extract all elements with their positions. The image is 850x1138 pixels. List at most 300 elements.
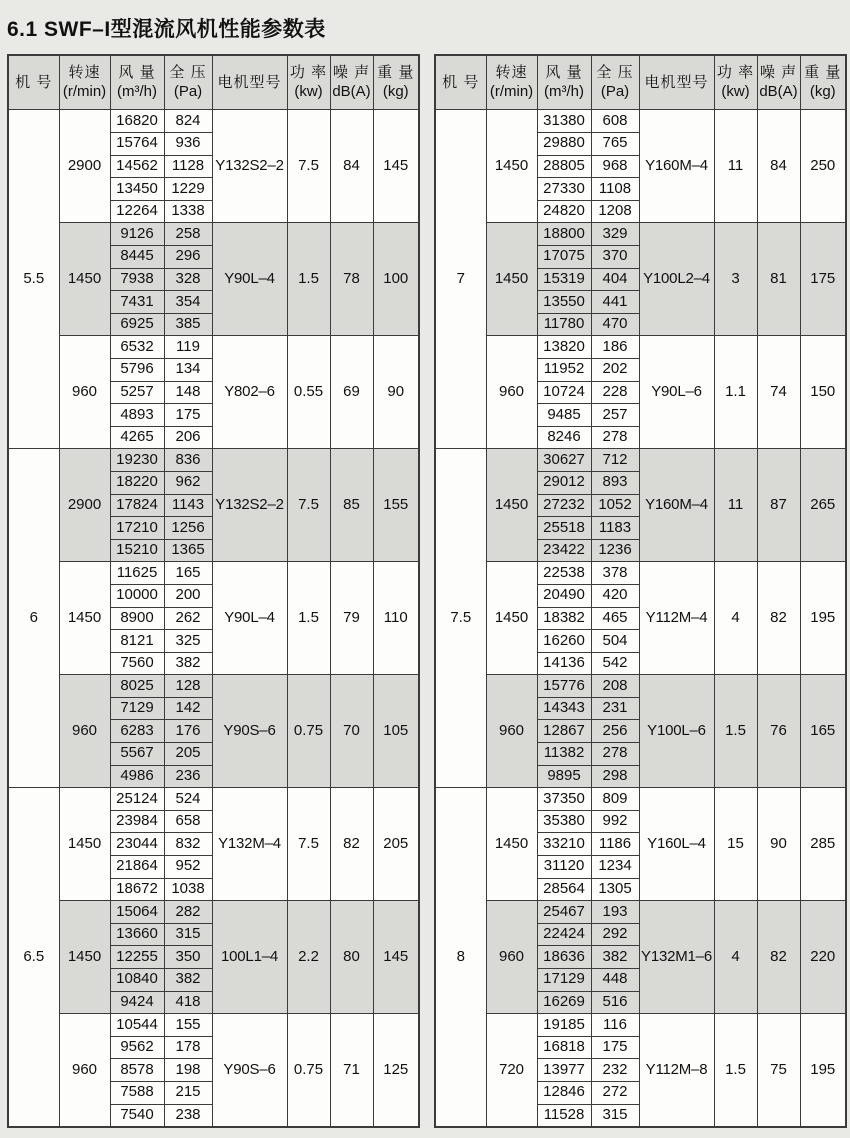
flow-cell: 18636: [537, 946, 591, 969]
header-label: 重 量: [804, 64, 842, 82]
pressure-cell: 418: [164, 991, 212, 1014]
data-row: [8, 223, 419, 246]
motor-cell: Y90L–4: [212, 562, 287, 675]
header-unit: (kw): [294, 82, 323, 100]
pressure-cell: 952: [164, 856, 212, 879]
flow-cell: 8900: [110, 607, 164, 630]
data-row: [435, 901, 846, 924]
flow-cell: 23044: [110, 833, 164, 856]
noise-cell: 84: [330, 110, 373, 223]
weight-cell: 265: [800, 449, 846, 562]
header-cell: [800, 55, 846, 110]
pressure-cell: 175: [164, 404, 212, 427]
header-label: 电机型号: [644, 73, 709, 91]
pressure-cell: 1338: [164, 200, 212, 223]
header-cell: [164, 55, 212, 110]
header-row: [435, 55, 846, 110]
pressure-cell: 385: [164, 313, 212, 336]
flow-cell: 11528: [537, 1104, 591, 1127]
flow-cell: 9126: [110, 223, 164, 246]
flow-cell: 11382: [537, 743, 591, 766]
flow-cell: 35380: [537, 810, 591, 833]
pressure-cell: 236: [164, 765, 212, 788]
header-cell: [486, 55, 537, 110]
flow-cell: 6925: [110, 313, 164, 336]
motor-cell: Y112M–4: [639, 562, 714, 675]
flow-cell: 16818: [537, 1036, 591, 1059]
flow-cell: 10544: [110, 1014, 164, 1037]
speed-cell: 1450: [486, 788, 537, 901]
power-cell: 15: [714, 788, 757, 901]
flow-cell: 11625: [110, 562, 164, 585]
flow-cell: 7938: [110, 268, 164, 291]
pressure-cell: 193: [591, 901, 639, 924]
header-cell: [8, 55, 59, 110]
flow-cell: 28805: [537, 155, 591, 178]
data-row: [8, 675, 419, 698]
weight-cell: 145: [373, 901, 419, 1014]
pressure-cell: 1365: [164, 539, 212, 562]
noise-cell: 75: [757, 1014, 800, 1127]
pressure-cell: 1143: [164, 494, 212, 517]
speed-cell: 720: [486, 1014, 537, 1127]
pressure-cell: 516: [591, 991, 639, 1014]
pressure-cell: 292: [591, 923, 639, 946]
data-row: [435, 449, 846, 472]
pressure-cell: 1305: [591, 878, 639, 901]
noise-cell: 79: [330, 562, 373, 675]
speed-cell: 1450: [486, 110, 537, 223]
pressure-cell: 1208: [591, 200, 639, 223]
pressure-cell: 256: [591, 720, 639, 743]
pressure-cell: 206: [164, 426, 212, 449]
noise-cell: 81: [757, 223, 800, 336]
pressure-cell: 315: [164, 923, 212, 946]
flow-cell: 14562: [110, 155, 164, 178]
pressure-cell: 262: [164, 607, 212, 630]
flow-cell: 4986: [110, 765, 164, 788]
flow-cell: 20490: [537, 584, 591, 607]
flow-cell: 11780: [537, 313, 591, 336]
flow-cell: 5257: [110, 381, 164, 404]
pressure-cell: 1183: [591, 517, 639, 540]
data-row: [435, 336, 846, 359]
pressure-cell: 524: [164, 788, 212, 811]
pressure-cell: 1256: [164, 517, 212, 540]
weight-cell: 90: [373, 336, 419, 449]
power-cell: 4: [714, 562, 757, 675]
speed-cell: 1450: [59, 562, 110, 675]
flow-cell: 15210: [110, 539, 164, 562]
motor-cell: Y90L–6: [639, 336, 714, 449]
data-row: [8, 901, 419, 924]
flow-cell: 24820: [537, 200, 591, 223]
data-row: [435, 110, 846, 133]
speed-cell: 1450: [486, 223, 537, 336]
flow-cell: 22538: [537, 562, 591, 585]
power-cell: 1.5: [714, 675, 757, 788]
flow-cell: 33210: [537, 833, 591, 856]
machine-cell: 5.5: [8, 110, 59, 449]
weight-cell: 165: [800, 675, 846, 788]
header-cell: [714, 55, 757, 110]
flow-cell: 28564: [537, 878, 591, 901]
pressure-cell: 992: [591, 810, 639, 833]
speed-cell: 960: [59, 675, 110, 788]
weight-cell: 220: [800, 901, 846, 1014]
noise-cell: 84: [757, 110, 800, 223]
header-cell: [537, 55, 591, 110]
pressure-cell: 382: [164, 969, 212, 992]
flow-cell: 5796: [110, 358, 164, 381]
motor-cell: Y160L–4: [639, 788, 714, 901]
header-cell: [212, 55, 287, 110]
header-unit: dB(A): [332, 82, 371, 100]
data-row: [8, 336, 419, 359]
performance-table-left: [7, 54, 420, 1127]
flow-cell: 5567: [110, 743, 164, 766]
motor-cell: 100L1–4: [212, 901, 287, 1014]
noise-cell: 78: [330, 223, 373, 336]
flow-cell: 15764: [110, 133, 164, 156]
flow-cell: 7540: [110, 1104, 164, 1127]
flow-cell: 13550: [537, 291, 591, 314]
flow-cell: 25518: [537, 517, 591, 540]
motor-cell: Y90L–4: [212, 223, 287, 336]
pressure-cell: 202: [591, 358, 639, 381]
flow-cell: 9424: [110, 991, 164, 1014]
pressure-cell: 608: [591, 110, 639, 133]
motor-cell: Y112M–8: [639, 1014, 714, 1127]
header-unit: (m³/h): [117, 82, 157, 100]
noise-cell: 74: [757, 336, 800, 449]
flow-cell: 13660: [110, 923, 164, 946]
pressure-cell: 809: [591, 788, 639, 811]
flow-cell: 7588: [110, 1081, 164, 1104]
speed-cell: 960: [59, 1014, 110, 1127]
weight-cell: 125: [373, 1014, 419, 1127]
pressure-cell: 1052: [591, 494, 639, 517]
pressure-cell: 765: [591, 133, 639, 156]
weight-cell: 150: [800, 336, 846, 449]
pressure-cell: 370: [591, 246, 639, 269]
noise-cell: 69: [330, 336, 373, 449]
flow-cell: 16820: [110, 110, 164, 133]
pressure-cell: 329: [591, 223, 639, 246]
pressure-cell: 257: [591, 404, 639, 427]
weight-cell: 205: [373, 788, 419, 901]
pressure-cell: 382: [164, 652, 212, 675]
flow-cell: 8578: [110, 1059, 164, 1082]
pressure-cell: 1236: [591, 539, 639, 562]
header-unit: (m³/h): [544, 82, 584, 100]
flow-cell: 23984: [110, 810, 164, 833]
header-cell: [639, 55, 714, 110]
flow-cell: 25124: [110, 788, 164, 811]
flow-cell: 13820: [537, 336, 591, 359]
pressure-cell: 142: [164, 697, 212, 720]
pressure-cell: 968: [591, 155, 639, 178]
header-label: 机 号: [442, 73, 480, 91]
pressure-cell: 128: [164, 675, 212, 698]
pressure-cell: 238: [164, 1104, 212, 1127]
header-unit: (kw): [721, 82, 750, 100]
pressure-cell: 382: [591, 946, 639, 969]
header-label: 噪 声: [759, 64, 798, 82]
pressure-cell: 404: [591, 268, 639, 291]
pressure-cell: 354: [164, 291, 212, 314]
header-cell: [287, 55, 330, 110]
flow-cell: 10840: [110, 969, 164, 992]
flow-cell: 10000: [110, 584, 164, 607]
page-title: 6.1 SWF–I型混流风机性能参数表: [7, 18, 326, 41]
noise-cell: 85: [330, 449, 373, 562]
weight-cell: 250: [800, 110, 846, 223]
flow-cell: 15776: [537, 675, 591, 698]
pressure-cell: 200: [164, 584, 212, 607]
flow-cell: 7129: [110, 697, 164, 720]
speed-cell: 1450: [486, 562, 537, 675]
pressure-cell: 378: [591, 562, 639, 585]
power-cell: 1.5: [287, 223, 330, 336]
flow-cell: 8121: [110, 630, 164, 653]
data-row: [435, 562, 846, 585]
flow-cell: 37350: [537, 788, 591, 811]
flow-cell: 15319: [537, 268, 591, 291]
data-row: [435, 788, 846, 811]
motor-cell: Y160M–4: [639, 449, 714, 562]
header-label: 转速: [495, 64, 528, 82]
speed-cell: 1450: [486, 449, 537, 562]
motor-cell: Y132S2–2: [212, 449, 287, 562]
motor-cell: Y100L–6: [639, 675, 714, 788]
header-label: 功 率: [716, 64, 755, 82]
pressure-cell: 448: [591, 969, 639, 992]
power-cell: 11: [714, 110, 757, 223]
flow-cell: 29880: [537, 133, 591, 156]
header-cell: [110, 55, 164, 110]
noise-cell: 90: [757, 788, 800, 901]
data-row: [8, 110, 419, 133]
pressure-cell: 1108: [591, 178, 639, 201]
header-unit: (r/min): [62, 82, 107, 100]
noise-cell: 82: [757, 901, 800, 1014]
pressure-cell: 658: [164, 810, 212, 833]
weight-cell: 155: [373, 449, 419, 562]
header-cell: [59, 55, 110, 110]
flow-cell: 17075: [537, 246, 591, 269]
header-label: 功 率: [289, 64, 328, 82]
flow-cell: 9562: [110, 1036, 164, 1059]
pressure-cell: 155: [164, 1014, 212, 1037]
pressure-cell: 420: [591, 584, 639, 607]
pressure-cell: 231: [591, 697, 639, 720]
pressure-cell: 542: [591, 652, 639, 675]
pressure-cell: 1229: [164, 178, 212, 201]
flow-cell: 29012: [537, 471, 591, 494]
header-label: 风 量: [118, 64, 156, 82]
data-row: [8, 562, 419, 585]
pressure-cell: 832: [164, 833, 212, 856]
speed-cell: 1450: [59, 223, 110, 336]
weight-cell: 105: [373, 675, 419, 788]
flow-cell: 13977: [537, 1059, 591, 1082]
flow-cell: 16260: [537, 630, 591, 653]
pressure-cell: 1234: [591, 856, 639, 879]
data-row: [8, 788, 419, 811]
flow-cell: 8025: [110, 675, 164, 698]
pressure-cell: 298: [591, 765, 639, 788]
header-cell: [435, 55, 486, 110]
power-cell: 0.75: [287, 675, 330, 788]
noise-cell: 87: [757, 449, 800, 562]
motor-cell: Y90S–6: [212, 1014, 287, 1127]
power-cell: 0.55: [287, 336, 330, 449]
flow-cell: 4893: [110, 404, 164, 427]
header-cell: [373, 55, 419, 110]
weight-cell: 100: [373, 223, 419, 336]
flow-cell: 25467: [537, 901, 591, 924]
power-cell: 7.5: [287, 110, 330, 223]
pressure-cell: 504: [591, 630, 639, 653]
flow-cell: 18220: [110, 471, 164, 494]
pressure-cell: 175: [591, 1036, 639, 1059]
header-cell: [330, 55, 373, 110]
flow-cell: 13450: [110, 178, 164, 201]
machine-cell: 7.5: [435, 449, 486, 788]
speed-cell: 960: [486, 675, 537, 788]
noise-cell: 76: [757, 675, 800, 788]
power-cell: 3: [714, 223, 757, 336]
header-unit: (kg): [382, 82, 409, 100]
flow-cell: 23422: [537, 539, 591, 562]
pressure-cell: 205: [164, 743, 212, 766]
flow-cell: 22424: [537, 923, 591, 946]
header-cell: [757, 55, 800, 110]
flow-cell: 8445: [110, 246, 164, 269]
motor-cell: Y132M–4: [212, 788, 287, 901]
flow-cell: 18672: [110, 878, 164, 901]
pressure-cell: 178: [164, 1036, 212, 1059]
machine-cell: 6.5: [8, 788, 59, 1127]
noise-cell: 82: [330, 788, 373, 901]
flow-cell: 11952: [537, 358, 591, 381]
header-label: 全 压: [169, 64, 207, 82]
flow-cell: 10724: [537, 381, 591, 404]
pressure-cell: 258: [164, 223, 212, 246]
flow-cell: 18382: [537, 607, 591, 630]
flow-cell: 12867: [537, 720, 591, 743]
header-label: 机 号: [15, 73, 53, 91]
header-unit: dB(A): [759, 82, 798, 100]
power-cell: 0.75: [287, 1014, 330, 1127]
noise-cell: 82: [757, 562, 800, 675]
data-row: [435, 1014, 846, 1037]
flow-cell: 6532: [110, 336, 164, 359]
data-row: [435, 223, 846, 246]
speed-cell: 960: [486, 901, 537, 1014]
motor-cell: Y100L2–4: [639, 223, 714, 336]
pressure-cell: 282: [164, 901, 212, 924]
pressure-cell: 272: [591, 1081, 639, 1104]
flow-cell: 6283: [110, 720, 164, 743]
speed-cell: 1450: [59, 901, 110, 1014]
flow-cell: 18800: [537, 223, 591, 246]
pressure-cell: 228: [591, 381, 639, 404]
flow-cell: 4265: [110, 426, 164, 449]
flow-cell: 17129: [537, 969, 591, 992]
header-unit: (Pa): [173, 82, 203, 100]
power-cell: 1.5: [714, 1014, 757, 1127]
pressure-cell: 962: [164, 471, 212, 494]
noise-cell: 70: [330, 675, 373, 788]
header-label: 转速: [68, 64, 101, 82]
pressure-cell: 441: [591, 291, 639, 314]
flow-cell: 15064: [110, 901, 164, 924]
header-unit: (kg): [809, 82, 836, 100]
pressure-cell: 325: [164, 630, 212, 653]
pressure-cell: 296: [164, 246, 212, 269]
flow-cell: 31120: [537, 856, 591, 879]
weight-cell: 285: [800, 788, 846, 901]
flow-cell: 19230: [110, 449, 164, 472]
speed-cell: 2900: [59, 110, 110, 223]
pressure-cell: 465: [591, 607, 639, 630]
pressure-cell: 836: [164, 449, 212, 472]
pressure-cell: 148: [164, 381, 212, 404]
flow-cell: 17210: [110, 517, 164, 540]
header-label: 噪 声: [332, 64, 371, 82]
flow-cell: 30627: [537, 449, 591, 472]
weight-cell: 195: [800, 1014, 846, 1127]
flow-cell: 7431: [110, 291, 164, 314]
pressure-cell: 470: [591, 313, 639, 336]
pressure-cell: 165: [164, 562, 212, 585]
pressure-cell: 116: [591, 1014, 639, 1037]
flow-cell: 12255: [110, 946, 164, 969]
noise-cell: 71: [330, 1014, 373, 1127]
flow-cell: 12264: [110, 200, 164, 223]
header-label: 电机型号: [217, 73, 282, 91]
pressure-cell: 278: [591, 743, 639, 766]
performance-table-right: [434, 54, 847, 1127]
flow-cell: 12846: [537, 1081, 591, 1104]
power-cell: 1.1: [714, 336, 757, 449]
header-unit: (Pa): [600, 82, 630, 100]
weight-cell: 195: [800, 562, 846, 675]
power-cell: 1.5: [287, 562, 330, 675]
noise-cell: 80: [330, 901, 373, 1014]
pressure-cell: 936: [164, 133, 212, 156]
power-cell: 7.5: [287, 449, 330, 562]
pressure-cell: 893: [591, 471, 639, 494]
header-label: 全 压: [596, 64, 634, 82]
weight-cell: 175: [800, 223, 846, 336]
pressure-cell: 315: [591, 1104, 639, 1127]
motor-cell: Y132M1–6: [639, 901, 714, 1014]
pressure-cell: 215: [164, 1081, 212, 1104]
pressure-cell: 119: [164, 336, 212, 359]
flow-cell: 7560: [110, 652, 164, 675]
pressure-cell: 232: [591, 1059, 639, 1082]
pressure-cell: 278: [591, 426, 639, 449]
flow-cell: 17824: [110, 494, 164, 517]
flow-cell: 9485: [537, 404, 591, 427]
flow-cell: 27232: [537, 494, 591, 517]
pressure-cell: 1128: [164, 155, 212, 178]
pressure-cell: 198: [164, 1059, 212, 1082]
pressure-cell: 176: [164, 720, 212, 743]
